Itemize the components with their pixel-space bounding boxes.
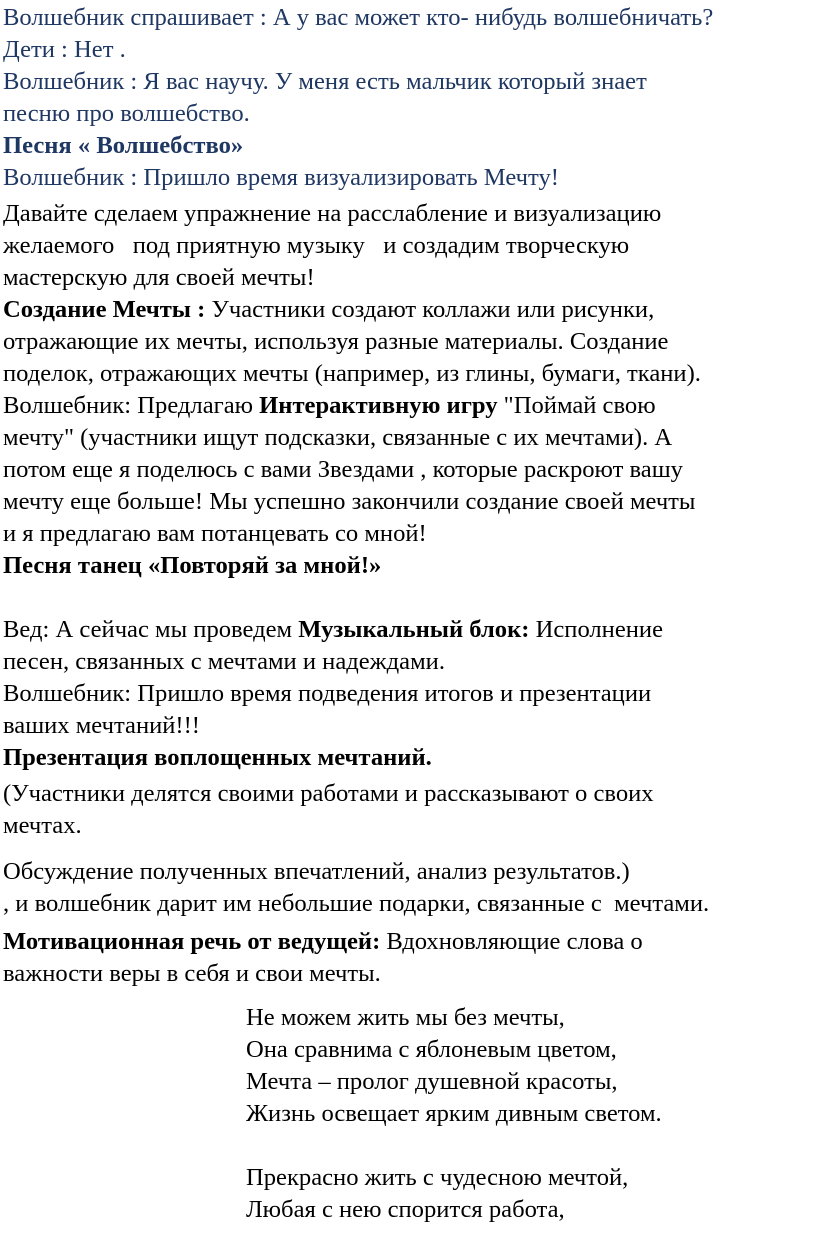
dialog-line: Волшебник спрашивает : А у вас может кто- нибудь волшебничать?	[3, 4, 714, 31]
paragraph-line: потом еще я поделюсь с вами Звездами , которые раскроют вашу	[3, 456, 683, 483]
poem-line: Жизнь освещает ярким дивным светом.	[246, 1100, 662, 1127]
paragraph-line: мечту еще больше! Мы успешно закончили создание своей мечты	[3, 488, 696, 515]
song-title-text: Песня « Волшебство»	[3, 132, 244, 159]
paragraph-line: мечтах.	[3, 812, 82, 839]
paragraph-line	[3, 926, 643, 958]
dialog-line: Волшебник : Пришло время визуализировать Мечту!	[3, 164, 559, 191]
song-title-text: Песня танец «Повторяй за мной!»	[3, 552, 382, 579]
paragraph-line: Обсуждение полученных впечатлений, анализ результатов.)	[3, 858, 630, 885]
paragraph-line: мастерскую для своей мечты!	[3, 264, 315, 291]
paragraph-line: желаемого под приятную музыку и создадим творческую	[3, 232, 630, 259]
section-heading	[3, 742, 432, 774]
poem-line: Прекрасно жить с чудесною мечтой,	[246, 1164, 629, 1191]
dialog-line: Дети : Нет .	[3, 36, 126, 63]
poem-line: Она сравнима с яблоневым цветом,	[246, 1036, 617, 1063]
poem-line: Не можем жить мы без мечты,	[246, 1004, 565, 1031]
paragraph-line: отражающие их мечты, используя разные материалы. Создание	[3, 328, 669, 355]
paragraph-line: важности веры в себя и свои мечты.	[3, 960, 381, 987]
dialog-line: Волшебник : Я вас научу. У меня есть мальчик который знает	[3, 68, 647, 95]
paragraph-line: песен, связанных с мечтами и надеждами.	[3, 648, 445, 675]
paragraph-line: (Участники делятся своими работами и рассказывают о своих	[3, 780, 654, 807]
dialog-line: песню про волшебство.	[3, 100, 250, 127]
game-heading: Интерактивную игру	[259, 392, 498, 419]
paragraph-line	[3, 294, 654, 326]
paragraph-line: Волшебник: Пришло время подведения итогов и презентации	[3, 680, 652, 707]
creation-heading: Создание Мечты :	[3, 296, 212, 323]
paragraph-line: и я предлагаю вам потанцевать со мной!	[3, 520, 427, 547]
motivation-heading: Мотивационная речь от ведущей:	[3, 928, 381, 955]
poem-line: Мечта – пролог душевной красоты,	[246, 1068, 618, 1095]
wizard-text: Волшебник: Предлагаю	[3, 392, 260, 419]
host-text: Вед: А сейчас мы проведем	[3, 616, 299, 643]
paragraph-line: ваших мечтаний!!!	[3, 712, 201, 739]
creation-text: Участники создают коллажи или рисунки,	[211, 296, 655, 323]
wizard-text: "Поймай свою	[497, 392, 656, 419]
poem-line: Любая с нею спорится работа,	[246, 1196, 565, 1223]
paragraph-line: Давайте сделаем упражнение на расслабление и визуализацию	[3, 200, 662, 227]
paragraph-line	[3, 390, 656, 422]
music-block-heading: Музыкальный блок:	[298, 616, 530, 643]
song-title	[3, 130, 243, 162]
presentation-heading: Презентация воплощенных мечтаний.	[3, 744, 432, 771]
paragraph-line: мечту" (участники ищут подсказки, связанные с их мечтами). А	[3, 424, 673, 451]
host-text: Исполнение	[529, 616, 664, 643]
paragraph-line: , и волшебник дарит им небольшие подарки, связанные с мечтами.	[3, 890, 710, 917]
song-title	[3, 550, 381, 582]
motivation-text: Вдохновляющие слова о	[380, 928, 643, 955]
paragraph-line: поделок, отражающих мечты (например, из глины, бумаги, ткани).	[3, 360, 701, 387]
paragraph-line	[3, 614, 663, 646]
